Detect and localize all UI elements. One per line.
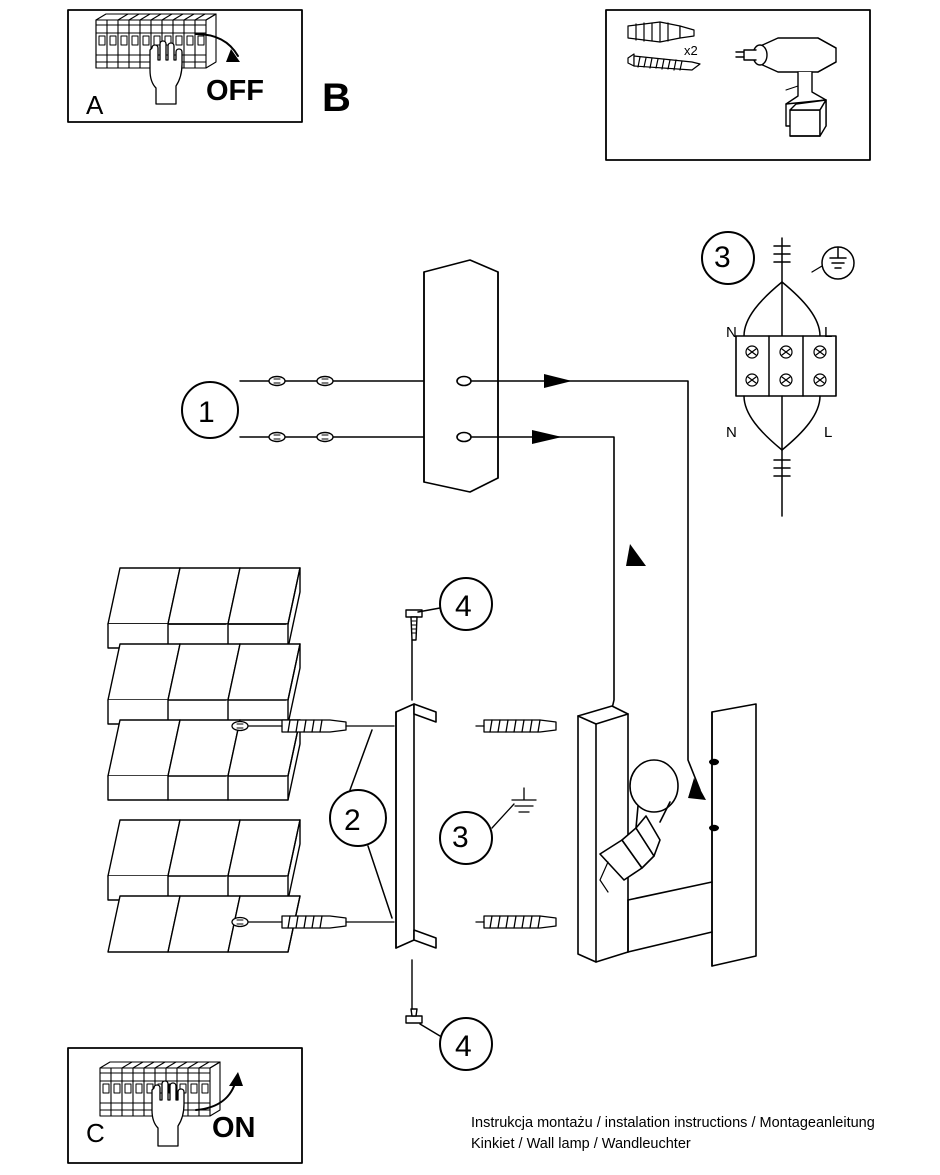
- step-4-bottom-arrow: [420, 1024, 440, 1036]
- plug-quantity-label: x2: [684, 43, 698, 58]
- brick-wall: [108, 568, 300, 952]
- footer-line-1: Instrukcja montażu / instalation instructions / Montageanleitung: [471, 1115, 875, 1131]
- step-4-bottom-bolt: [406, 960, 422, 1023]
- panel-a-action-text: OFF: [206, 75, 264, 107]
- footer-text: [471, 1113, 875, 1155]
- mounting-plate: [424, 260, 498, 492]
- panel-c-label: C: [86, 1118, 105, 1148]
- step-3-top-number: 3: [714, 241, 731, 274]
- step-4-top-number: 4: [455, 590, 472, 623]
- terminal-block-diagram: [736, 238, 854, 516]
- step-4-top-bolt: [406, 610, 422, 640]
- earth-symbol-bottom: [492, 788, 536, 828]
- panel-a-label: A: [86, 90, 104, 120]
- panel-b-label: B: [322, 76, 351, 120]
- step-1-number: 1: [198, 396, 215, 429]
- panel-c-action-text: ON: [212, 1112, 256, 1144]
- footer-line-2: Kinkiet / Wall lamp / Wandleuchter: [471, 1136, 691, 1152]
- bracket-screw-upper: [476, 720, 556, 732]
- step-1-hardware: [240, 377, 430, 442]
- bracket-screw-lower: [476, 916, 556, 928]
- wall-lamp-body: [578, 704, 756, 966]
- terminal-label-l-top: L: [824, 324, 833, 341]
- terminal-label-n-bottom: N: [726, 424, 737, 441]
- terminal-label-l-bottom: L: [824, 424, 833, 441]
- step-4-bottom-number: 4: [455, 1030, 472, 1063]
- mounting-bracket: [396, 704, 436, 948]
- step-2-number: 2: [344, 804, 361, 837]
- step-3-bottom-number: 3: [452, 821, 469, 854]
- terminal-label-n-top: N: [726, 324, 737, 341]
